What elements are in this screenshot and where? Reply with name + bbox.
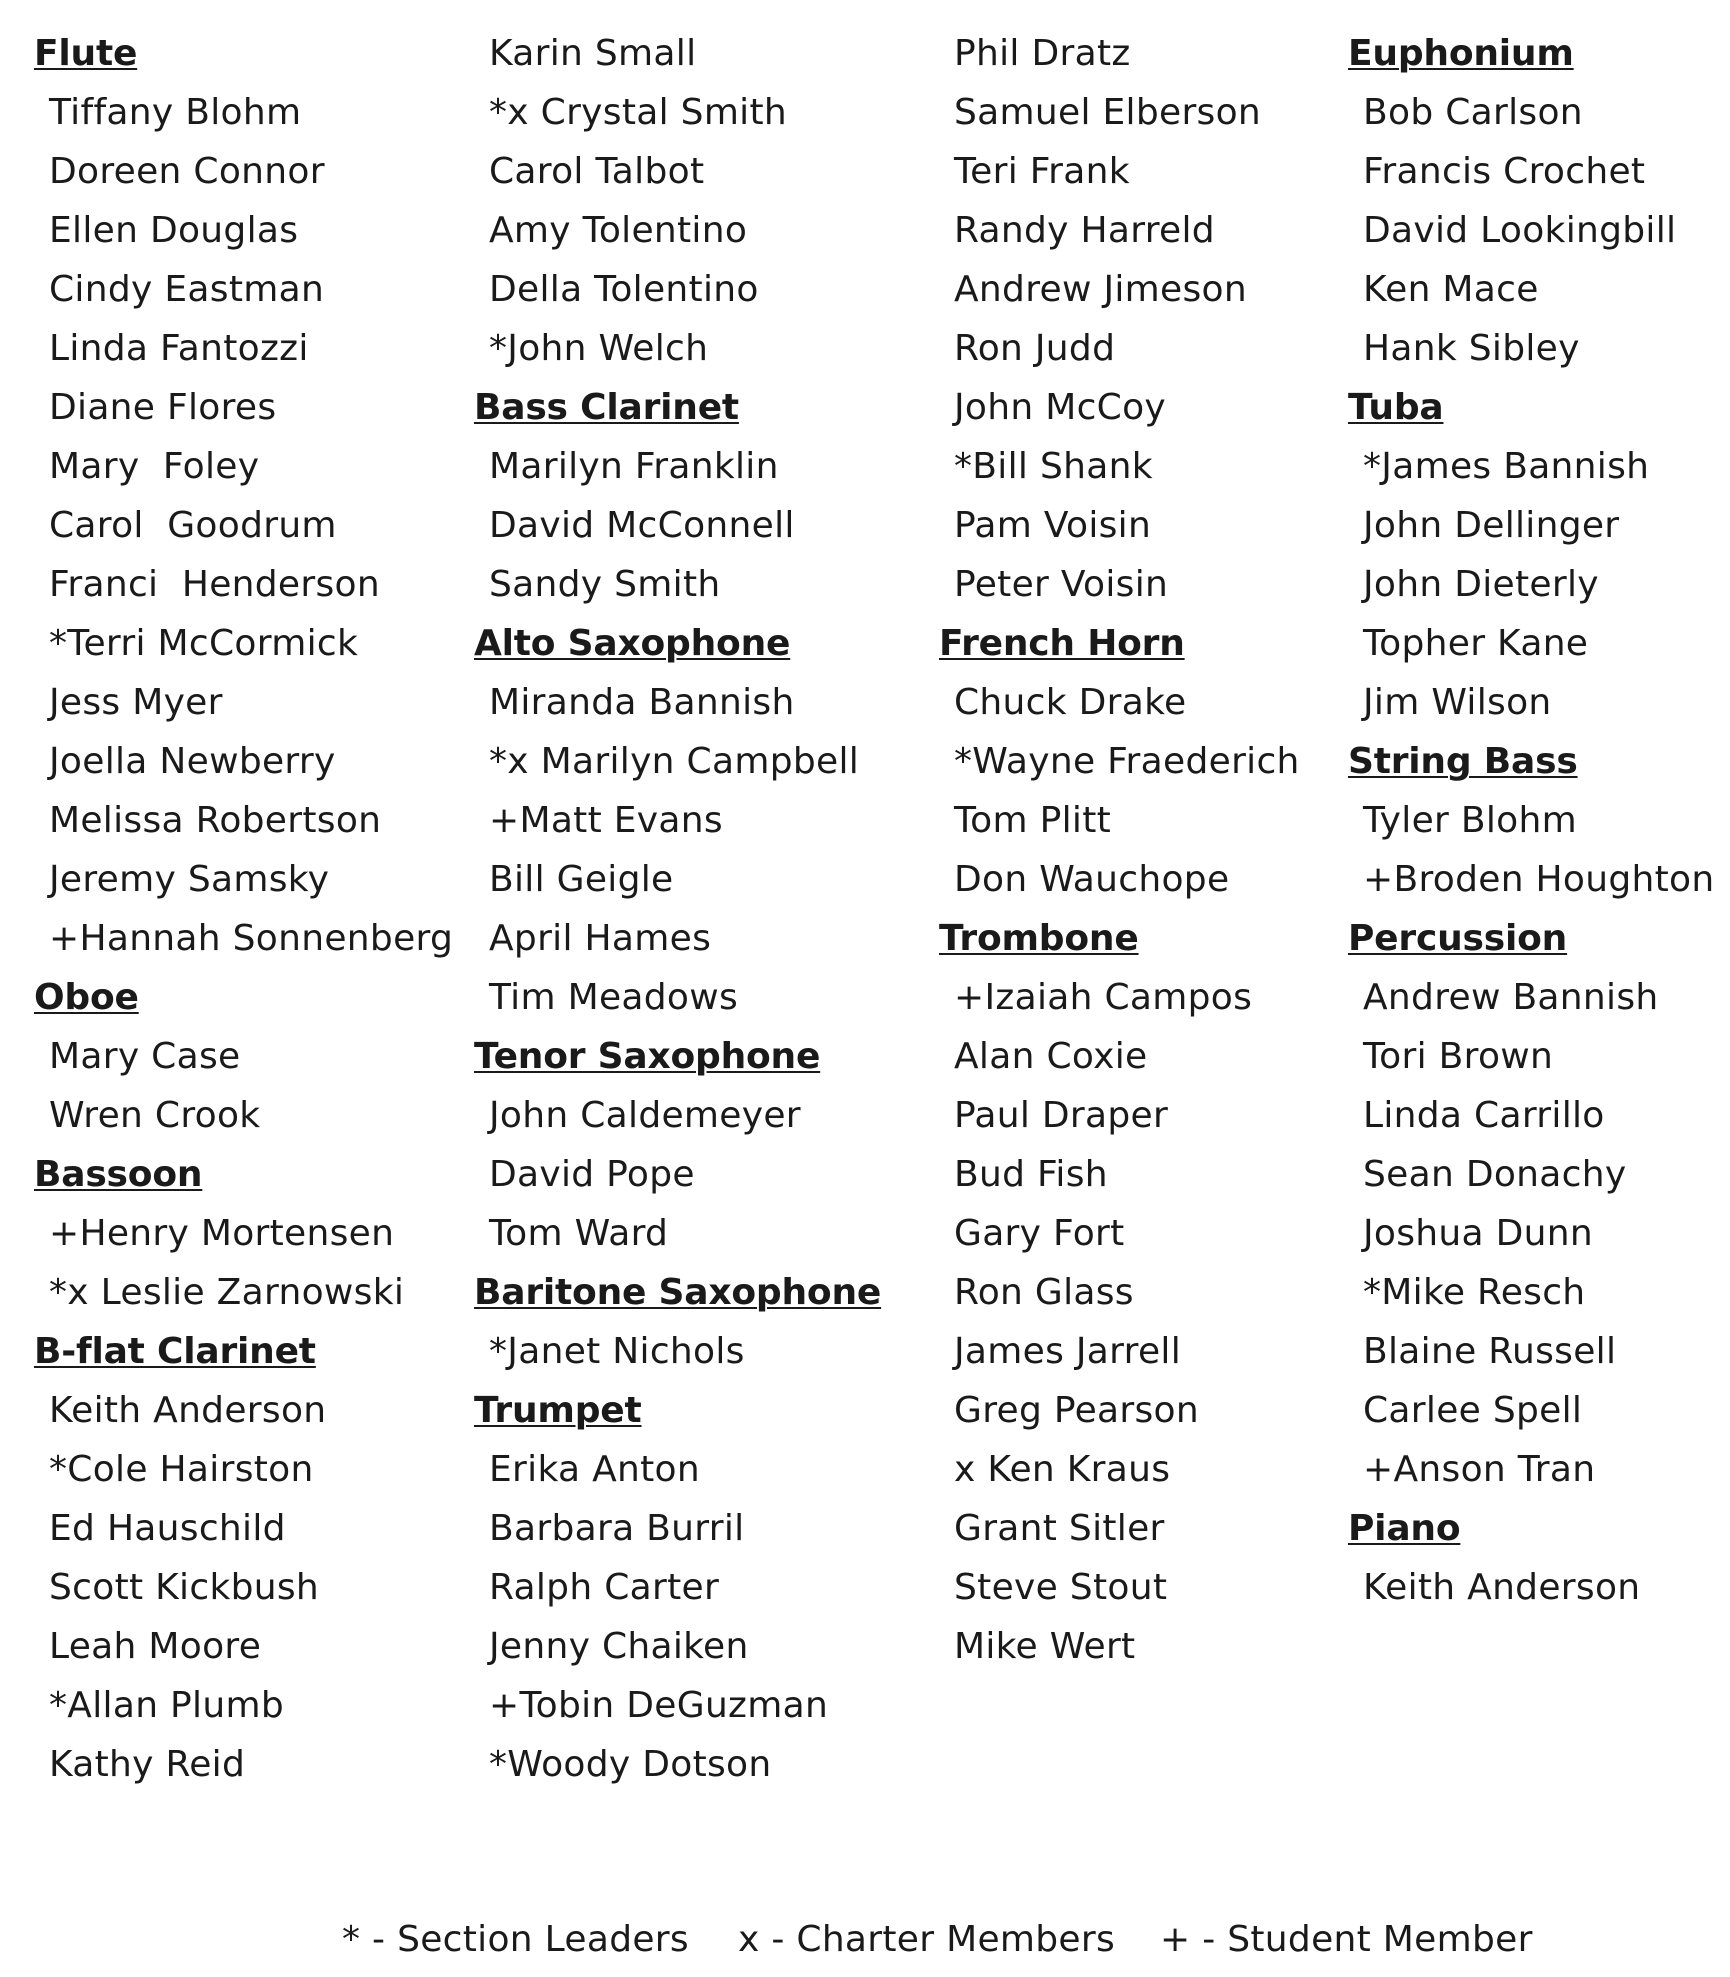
member-name: Cindy Eastman	[49, 269, 325, 310]
member-name: Jess Myer	[49, 682, 223, 723]
member-name: Sean Donachy	[1363, 1154, 1627, 1195]
member-name: Barbara Burril	[489, 1508, 745, 1549]
instrument-section	[1348, 378, 1715, 732]
member-name: David Lookingbill	[1363, 210, 1677, 251]
member-name: Joella Newberry	[49, 741, 336, 782]
section-heading: Piano	[1348, 1508, 1461, 1549]
member-name: David McConnell	[489, 505, 795, 546]
instrument-section	[939, 909, 1300, 1676]
member-name: John Dellinger	[1363, 505, 1620, 546]
member-name: Grant Sitler	[954, 1508, 1165, 1549]
member-name: *Wayne Fraederich	[954, 741, 1300, 782]
instrument-section	[34, 1322, 453, 1794]
instrument-section	[34, 1145, 453, 1322]
section-heading: String Bass	[1348, 741, 1578, 782]
section-heading: Bass Clarinet	[474, 387, 739, 428]
instrument-section	[474, 378, 881, 614]
member-name: Leah Moore	[49, 1626, 262, 1667]
member-name: Jim Wilson	[1363, 682, 1552, 723]
member-name: *Janet Nichols	[489, 1331, 745, 1372]
member-name: *Terri McCormick	[49, 623, 359, 664]
member-name: John Dieterly	[1363, 564, 1599, 605]
section-heading: Alto Saxophone	[474, 623, 791, 664]
column-3	[939, 24, 1300, 1676]
member-name: Tori Brown	[1363, 1036, 1554, 1077]
member-name: +Matt Evans	[489, 800, 723, 841]
member-name: +Tobin DeGuzman	[489, 1685, 829, 1726]
member-name: Linda Fantozzi	[49, 328, 309, 369]
member-name: *x Leslie Zarnowski	[49, 1272, 405, 1313]
member-name: Amy Tolentino	[489, 210, 748, 251]
member-name: Bob Carlson	[1363, 92, 1583, 133]
member-name: Samuel Elberson	[954, 92, 1262, 133]
section-heading: Tuba	[1348, 387, 1444, 428]
member-name: John Caldemeyer	[489, 1095, 801, 1136]
member-name: Alan Coxie	[954, 1036, 1148, 1077]
member-name: Miranda Bannish	[489, 682, 795, 723]
member-name: *John Welch	[489, 328, 709, 369]
member-name: Chuck Drake	[954, 682, 1187, 723]
member-name: Ron Glass	[954, 1272, 1134, 1313]
member-name: x Ken Kraus	[954, 1449, 1171, 1490]
member-name: John McCoy	[954, 387, 1167, 428]
member-name: Phil Dratz	[954, 33, 1131, 74]
instrument-section	[1348, 1499, 1715, 1617]
member-name: Melissa Robertson	[49, 800, 382, 841]
member-name: David Pope	[489, 1154, 695, 1195]
member-name: Blaine Russell	[1363, 1331, 1617, 1372]
member-name: Doreen Connor	[49, 151, 325, 192]
member-name: Ellen Douglas	[49, 210, 299, 251]
member-name: Tom Ward	[489, 1213, 669, 1254]
member-name: Ralph Carter	[489, 1567, 720, 1608]
member-name: Greg Pearson	[954, 1390, 1199, 1431]
instrument-section	[474, 1381, 881, 1794]
member-name: +Izaiah Campos	[954, 977, 1253, 1018]
instrument-section	[1348, 909, 1715, 1499]
member-name: Wren Crook	[49, 1095, 261, 1136]
member-name: Erika Anton	[489, 1449, 700, 1490]
member-name: April Hames	[489, 918, 712, 959]
member-name: *Woody Dotson	[489, 1744, 772, 1785]
instrument-section	[474, 614, 881, 1027]
section-heading: Euphonium	[1348, 33, 1574, 74]
member-name: Paul Draper	[954, 1095, 1169, 1136]
legend	[0, 1910, 1730, 1970]
member-name: Steve Stout	[954, 1567, 1168, 1608]
member-name: Marilyn Franklin	[489, 446, 779, 487]
member-name: *Mike Resch	[1363, 1272, 1586, 1313]
member-name: Keith Anderson	[1363, 1567, 1641, 1608]
member-name: Carlee Spell	[1363, 1390, 1583, 1431]
member-name: Jenny Chaiken	[489, 1626, 749, 1667]
legend-charter-members: x - Charter Members	[738, 1919, 1116, 1960]
section-heading: Trombone	[939, 918, 1139, 959]
member-name: Topher Kane	[1363, 623, 1589, 664]
member-name: Mary Case	[49, 1036, 241, 1077]
member-name: Bud Fish	[954, 1154, 1108, 1195]
member-name: Francis Crochet	[1363, 151, 1646, 192]
member-name: Andrew Jimeson	[954, 269, 1247, 310]
section-heading: Percussion	[1348, 918, 1568, 959]
member-name: Gary Fort	[954, 1213, 1125, 1254]
member-name: Diane Flores	[49, 387, 277, 428]
member-name: Jeremy Samsky	[49, 859, 330, 900]
member-name: Bill Geigle	[489, 859, 674, 900]
member-name: Franci Henderson	[49, 564, 380, 605]
member-name: *x Marilyn Campbell	[489, 741, 860, 782]
instrument-section	[1348, 24, 1715, 378]
member-name: Joshua Dunn	[1363, 1213, 1594, 1254]
member-name: Teri Frank	[954, 151, 1130, 192]
section-heading: B-flat Clarinet	[34, 1331, 316, 1372]
section-heading: Tenor Saxophone	[474, 1036, 821, 1077]
member-name: Hank Sibley	[1363, 328, 1580, 369]
legend-student-member: + - Student Member	[1160, 1919, 1533, 1960]
member-name: *Allan Plumb	[49, 1685, 284, 1726]
column-1	[34, 24, 453, 1794]
member-name: Peter Voisin	[954, 564, 1169, 605]
member-name: Keith Anderson	[49, 1390, 327, 1431]
member-name: +Henry Mortensen	[49, 1213, 395, 1254]
legend-section-leaders: * - Section Leaders	[342, 1919, 689, 1960]
member-name: Mary Foley	[49, 446, 260, 487]
section-heading: Bassoon	[34, 1154, 203, 1195]
member-name: Tyler Blohm	[1363, 800, 1577, 841]
member-name: *x Crystal Smith	[489, 92, 788, 133]
instrument-section	[34, 968, 453, 1145]
member-name: Carol Talbot	[489, 151, 705, 192]
member-name: Ed Hauschild	[49, 1508, 286, 1549]
member-name: Tiffany Blohm	[49, 92, 302, 133]
column-2	[474, 24, 881, 1794]
member-name: Randy Harreld	[954, 210, 1215, 251]
member-name: James Jarrell	[954, 1331, 1182, 1372]
member-name: Sandy Smith	[489, 564, 721, 605]
member-name: Don Wauchope	[954, 859, 1230, 900]
member-name: Ken Mace	[1363, 269, 1539, 310]
member-name: Kathy Reid	[49, 1744, 246, 1785]
member-name: Andrew Bannish	[1363, 977, 1659, 1018]
section-heading: Baritone Saxophone	[474, 1272, 882, 1313]
member-name: +Hannah Sonnenberg	[49, 918, 454, 959]
member-name: Della Tolentino	[489, 269, 759, 310]
section-heading: Oboe	[34, 977, 139, 1018]
member-name: Scott Kickbush	[49, 1567, 320, 1608]
member-name: +Broden Houghton	[1363, 859, 1715, 900]
section-heading: French Horn	[939, 623, 1185, 664]
member-name: Karin Small	[489, 33, 697, 74]
member-name: Tom Plitt	[954, 800, 1112, 841]
member-name: Linda Carrillo	[1363, 1095, 1605, 1136]
member-name: Mike Wert	[954, 1626, 1136, 1667]
section-heading: Flute	[34, 33, 138, 74]
instrument-section	[939, 614, 1300, 909]
column-4	[1348, 24, 1715, 1617]
member-name: Tim Meadows	[489, 977, 739, 1018]
instrument-section	[34, 24, 453, 968]
member-name: *Bill Shank	[954, 446, 1153, 487]
instrument-section	[1348, 732, 1715, 909]
member-name: +Anson Tran	[1363, 1449, 1596, 1490]
member-name: *Cole Hairston	[49, 1449, 314, 1490]
member-name: Ron Judd	[954, 328, 1116, 369]
section-heading: Trumpet	[474, 1390, 642, 1431]
member-name: *James Bannish	[1363, 446, 1650, 487]
instrument-section	[474, 1027, 881, 1263]
instrument-section	[474, 1263, 881, 1381]
member-name: Pam Voisin	[954, 505, 1152, 546]
member-name: Carol Goodrum	[49, 505, 337, 546]
